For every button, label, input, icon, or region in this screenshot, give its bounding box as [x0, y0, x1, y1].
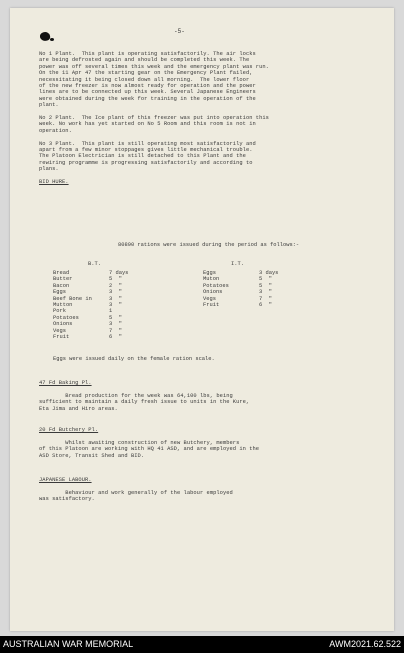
bt-qty: 6 "	[109, 334, 122, 341]
p3-line: The Platoon Electrician is still detached to this Plant and the	[39, 153, 246, 160]
bt-header: B.T.	[88, 261, 101, 267]
it-row	[203, 302, 278, 308]
labour-heading: JAPANESE LABOUR.	[39, 477, 92, 483]
p1-line: were obtained during the week for training in the operation of the	[39, 95, 256, 102]
bt-ration-table	[53, 270, 128, 340]
bt-item: Potatoes	[53, 314, 79, 321]
bakery-line: Eta Jima and Hiro areas.	[39, 405, 118, 412]
it-item: Potatoes	[203, 282, 229, 289]
it-qty: 5 "	[259, 276, 272, 283]
bakery-section	[39, 380, 373, 412]
footer-right: AWM2021.62.522	[329, 639, 401, 649]
bt-item: Butter	[53, 276, 73, 283]
document-body	[39, 51, 373, 185]
p1-line: of the new freezer is now almost ready for operation and the power	[39, 83, 256, 90]
bt-qty: 3 "	[109, 295, 122, 302]
page-number: -5-	[174, 28, 185, 35]
it-qty: 3 "	[259, 289, 272, 296]
it-qty: 6 "	[259, 302, 272, 309]
p3-line: No 3 Plant. This plant is still operating most satisfactorily and	[39, 140, 256, 147]
it-header: I.T.	[231, 261, 244, 267]
bt-qty: 3 "	[109, 302, 122, 309]
p1-line: are being defrosted again and should be completed this week. The	[39, 57, 250, 64]
butchery-section	[39, 427, 373, 459]
butchery-line: ASD Store, Transit Shed and BID.	[39, 452, 145, 459]
bt-item: Vegs	[53, 327, 66, 334]
bid-footer: Eggs were issued daily on the female ration scale.	[53, 356, 215, 362]
it-item: Onions	[203, 289, 223, 296]
p1-line: On the 11 Apr 47 the starting gear on the Emergency Plant failed,	[39, 70, 253, 77]
p2-line: No 2 Plant. The Ice plant of this freezer was put into operation this	[39, 115, 269, 122]
butchery-heading: 20 Fd Butchery Pl.	[39, 427, 99, 433]
p1-line: lines are to be connected up this week. Several Japanese Engineers	[39, 89, 256, 96]
bakery-line: Bread production for the week was 64,100 lbs, being	[39, 392, 233, 399]
it-item: Eggs	[203, 270, 216, 276]
it-qty: 3 days	[259, 270, 279, 276]
bt-row	[53, 334, 128, 340]
bt-item: Beef Bone in	[53, 295, 92, 302]
bt-qty: 7 "	[109, 327, 122, 334]
bakery-heading: 47 Fd Baking Pl.	[39, 380, 92, 386]
butchery-line: of this Platoon are working with HQ 41 ASD, and are employed in the	[39, 446, 260, 453]
bt-item: Pork	[53, 308, 66, 315]
bt-item: Eggs	[53, 289, 66, 296]
p3-line: plans.	[39, 166, 59, 173]
p1-line: No 1 Plant. This plant is operating satisfactorily. The air locks	[39, 51, 256, 57]
p1-line: plant.	[39, 102, 59, 109]
ink-blot	[39, 31, 51, 42]
it-item: Vegs	[203, 295, 216, 302]
bt-qty: 1	[109, 308, 113, 315]
p1-line: power was off several times this week and the emergency plant was run.	[39, 63, 269, 70]
bt-qty: 5 "	[109, 276, 122, 283]
bid-intro: 80890 rations were issued during the period as follows:-	[118, 242, 300, 248]
footer-bar	[0, 636, 404, 653]
bt-item: Bacon	[53, 282, 70, 289]
bt-item: Fruit	[53, 334, 70, 341]
bid-heading: BID HURE.	[39, 179, 69, 186]
p2-line: week. No work has yet started on No 5 Room and this room is not in	[39, 121, 256, 128]
it-ration-table	[203, 270, 278, 308]
it-qty: 7 "	[259, 295, 272, 302]
bt-item: Mutton	[53, 302, 73, 309]
p3-line: rewiring programme is progressing satisfactorily and according to	[39, 159, 253, 166]
butchery-line: Whilst awaiting construction of new Butchery, members	[39, 439, 240, 446]
footer-left: AUSTRALIAN WAR MEMORIAL	[3, 639, 134, 649]
bt-qty: 2 "	[109, 282, 122, 289]
bakery-line: sufficient to maintain a daily fresh issue to units in the Kure,	[39, 399, 250, 406]
bt-qty: 7 days	[109, 270, 129, 276]
bt-item: Bread	[53, 270, 70, 276]
bt-qty: 3 "	[109, 321, 122, 328]
labour-line: was satisfactory.	[39, 496, 95, 503]
bt-qty: 5 "	[109, 314, 122, 321]
labour-section	[39, 477, 373, 503]
p3-line: apart from a few minor stoppages gives little mechanical trouble.	[39, 147, 253, 154]
bt-item: Onions	[53, 321, 73, 328]
ink-blot-small	[50, 38, 54, 41]
it-item: Muton	[203, 276, 220, 283]
it-qty: 5 "	[259, 282, 272, 289]
it-item: Fruit	[203, 302, 220, 309]
labour-line: Behaviour and work generally of the labour employed	[39, 489, 233, 496]
bt-qty: 3 "	[109, 289, 122, 296]
p2-line: operation.	[39, 127, 72, 134]
p1-line: necessitating it being closed down all morning. The lower floor	[39, 76, 250, 83]
